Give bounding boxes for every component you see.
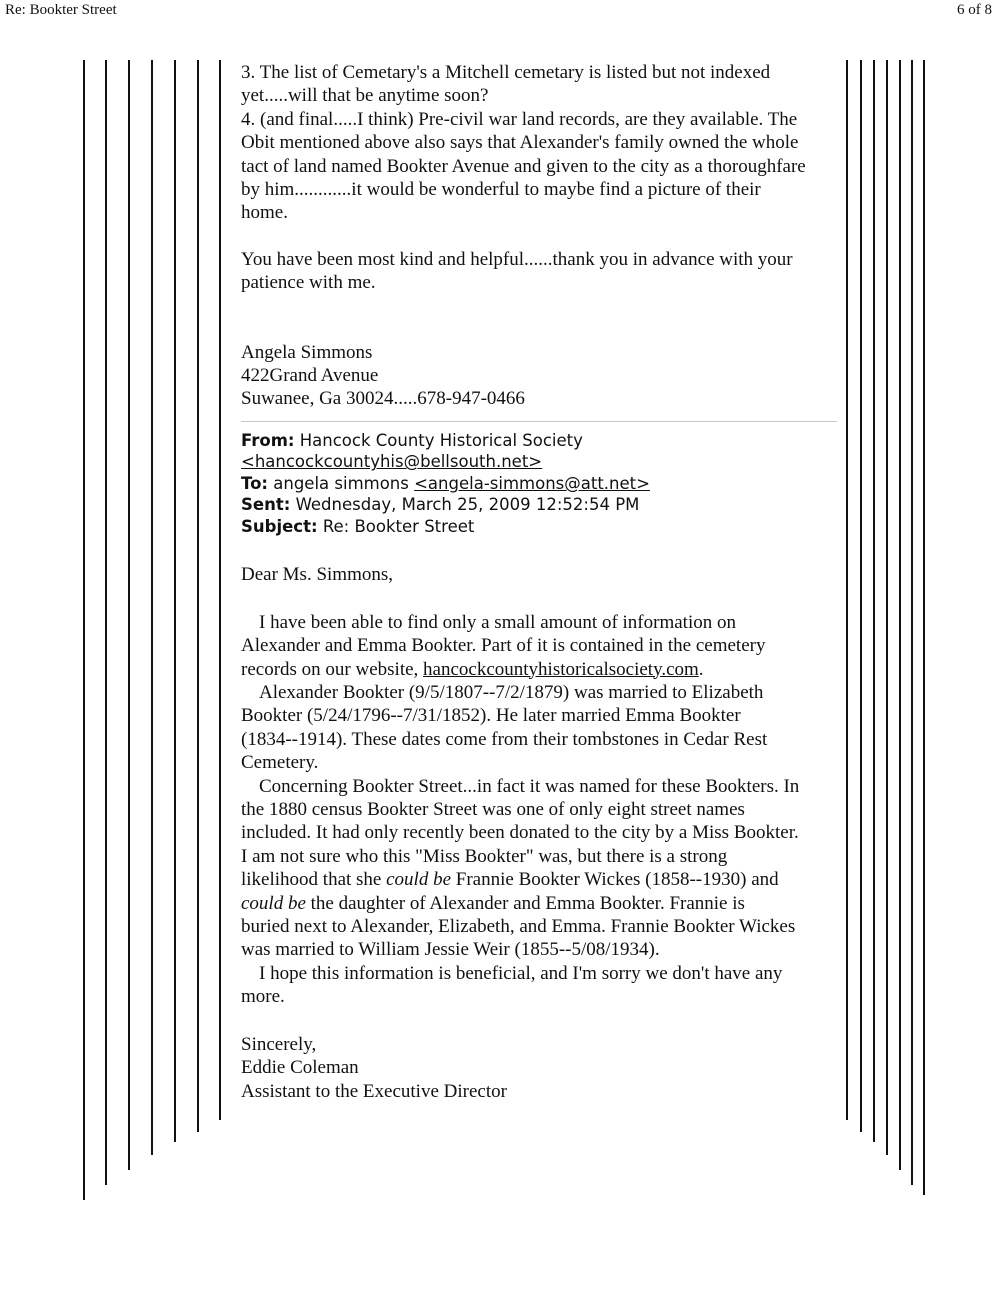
signature-name: Angela Simmons — [241, 341, 373, 363]
reply-paragraph-3 — [241, 775, 841, 962]
letter-closing — [241, 248, 841, 295]
document-body — [241, 61, 841, 1103]
from-email-link[interactable]: <hancockcountyhis@bellsouth.net> — [241, 452, 543, 472]
text-line: I have been able to find only a small amount of information on — [259, 611, 736, 633]
text-line: likelihood that she could be Frannie Bookter Wickes (1858--1930) and — [241, 869, 779, 891]
text-line: Obit mentioned above also says that Alexander's family owned the whole — [241, 132, 799, 154]
right-border-line — [923, 60, 925, 1195]
page-header-title: Re: Bookter Street — [5, 2, 117, 18]
text-line: Alexander Bookter (9/5/1807--7/2/1879) was married to Elizabeth — [259, 682, 764, 703]
left-border-line — [197, 60, 199, 1132]
salutation: Dear Ms. Simmons, — [241, 564, 393, 586]
reply-paragraph-1 — [241, 611, 841, 681]
text-line: (1834--1914). These dates come from their tombstones in Cedar Rest — [241, 728, 768, 750]
to-name: angela simmons — [273, 473, 409, 493]
text-line: the 1880 census Bookter Street was one of only eight street names — [241, 799, 745, 821]
text-line: 4. (and final.....I think) Pre-civil war land records, are they available. The — [241, 108, 798, 130]
left-border-line — [105, 60, 107, 1185]
page-number: 6 of 8 — [957, 2, 992, 18]
left-border-line — [174, 60, 176, 1142]
text-line: I hope this information is beneficial, and I'm sorry we don't have any — [259, 962, 783, 984]
left-border-line — [151, 60, 153, 1155]
email-header — [241, 430, 841, 538]
from-label: From: — [241, 430, 295, 450]
sent-label: Sent: — [241, 495, 291, 515]
right-border-line — [899, 60, 901, 1170]
text-line: Bookter (5/24/1796--7/31/1852). He later married Emma Bookter — [241, 705, 741, 727]
text-line: Cemetery. — [241, 752, 319, 774]
text-line: 3. The list of Cemetary's a Mitchell cemetary is listed but not indexed — [241, 62, 771, 83]
left-border-line — [83, 60, 85, 1200]
text-line: by him............it would be wonderful to maybe find a picture of their — [241, 179, 761, 201]
text-line: I am not sure who this "Miss Bookter" was, but there is a strong — [241, 845, 728, 867]
reply-paragraph-4 — [241, 962, 841, 1009]
text-line: included. It had only recently been donated to the city by a Miss Bookter. — [241, 822, 799, 844]
from-row — [241, 430, 841, 452]
to-label: To: — [241, 473, 268, 493]
text-line: Concerning Bookter Street...in fact it was named for these Bookters. In — [259, 775, 800, 797]
closing-name: Eddie Coleman — [241, 1057, 359, 1079]
text-line: tact of land named Bookter Avenue and given to the city as a thoroughfare — [241, 155, 806, 177]
signature-city-phone: Suwanee, Ga 30024.....678-947-0466 — [241, 388, 525, 410]
reply-paragraph-2 — [241, 681, 841, 775]
signature-address: 422Grand Avenue — [241, 365, 379, 387]
text-line: more. — [241, 986, 285, 1008]
text-line: records on our website, hancockcountyhistoricalsociety.com. — [241, 658, 704, 680]
right-border-line — [860, 60, 862, 1132]
text-line: could be the daughter of Alexander and Emma Bookter. Frannie is — [241, 892, 745, 914]
closing-valediction: Sincerely, — [241, 1033, 317, 1055]
reply-closing — [241, 1033, 841, 1103]
website-link[interactable]: hancockcountyhistoricalsociety.com — [423, 658, 699, 680]
text-line: patience with me. — [241, 272, 376, 294]
right-border-line — [886, 60, 888, 1155]
left-border-line — [219, 60, 221, 1120]
subject-value: Re: Bookter Street — [322, 516, 475, 536]
text-line: was married to William Jessie Weir (1855--5/08/1934). — [241, 939, 660, 961]
right-border-line — [846, 60, 848, 1120]
text-line: buried next to Alexander, Elizabeth, and Emma. Frannie Bookter Wickes — [241, 916, 796, 938]
closing-title: Assistant to the Executive Director — [241, 1080, 507, 1102]
from-name: Hancock County Historical Society — [299, 430, 583, 450]
subject-label: Subject: — [241, 516, 318, 536]
text-line: home. — [241, 202, 288, 224]
text-line: Alexander and Emma Bookter. Part of it is contained in the cemetery — [241, 635, 766, 657]
to-email-link[interactable]: <angela-simmons@att.net> — [414, 473, 650, 493]
letter-body — [241, 61, 841, 225]
divider — [241, 421, 837, 422]
sent-row — [241, 494, 841, 516]
text-line: You have been most kind and helpful......thank you in advance with your — [241, 248, 793, 270]
right-border-line — [873, 60, 875, 1142]
sent-value: Wednesday, March 25, 2009 12:52:54 PM — [295, 495, 640, 515]
sender-signature — [241, 341, 841, 411]
left-border-line — [128, 60, 130, 1170]
text-line: yet.....will that be anytime soon? — [241, 85, 489, 107]
right-border-line — [911, 60, 913, 1185]
to-row — [241, 473, 841, 495]
subject-row — [241, 516, 841, 538]
